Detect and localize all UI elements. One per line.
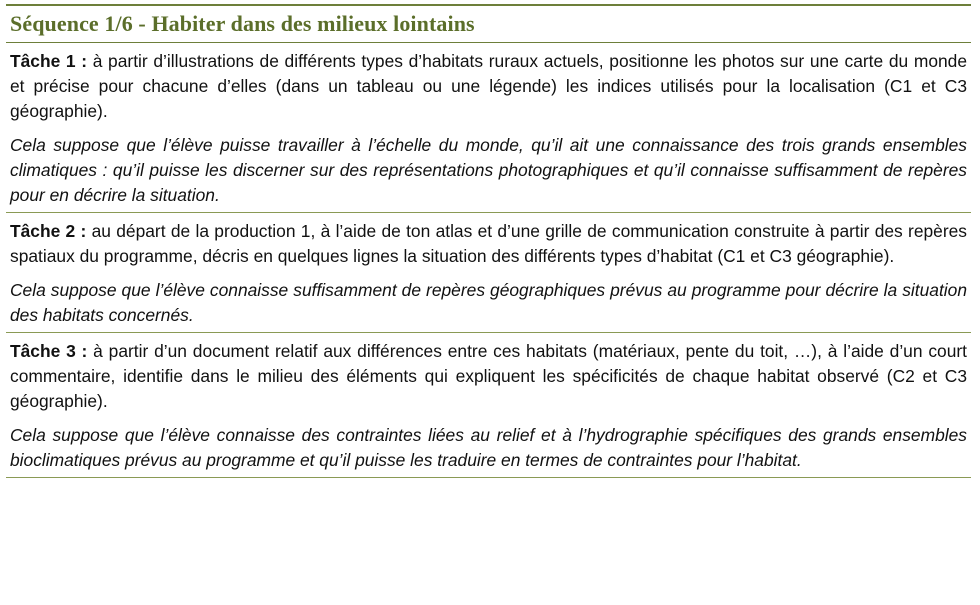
title-bar	[6, 4, 971, 43]
task-label: Tâche 3 :	[10, 341, 88, 361]
page-title: Séquence 1/6 - Habiter dans des milieux lointains	[10, 11, 475, 36]
task-description	[10, 219, 967, 269]
task-note: Cela suppose que l’élève connaisse des contraintes liées au relief et à l’hydrographie spécifiques des grands ensembles bioclimatiques prévus au programme et qu’il puisse les traduire en termes de contraintes pour l’habitat.	[10, 425, 967, 470]
task-text: au départ de la production 1, à l’aide de ton atlas et d’une grille de communication construite à partir des repères spatiaux du programme, décris en quelques lignes la situation des différents types d’habitat (C1 et C3 géographie).	[10, 221, 967, 266]
task-section-1	[6, 43, 971, 213]
task-description	[10, 339, 967, 414]
task-label: Tâche 2 :	[10, 221, 87, 241]
document	[6, 4, 971, 478]
task-note: Cela suppose que l’élève puisse travailler à l’échelle du monde, qu’il ait une connaissance des trois grands ensembles climatiques : qu’il puisse les discerner sur des représentations photographiques et qu’il connaisse suffisamment de repères pour en décrire la situation.	[10, 135, 967, 205]
task-section-2	[6, 213, 971, 333]
task-label: Tâche 1 :	[10, 51, 88, 71]
task-text: à partir d’illustrations de différents types d’habitats ruraux actuels, positionne les photos sur une carte du monde et précise pour chacune d’elles (dans un tableau ou une légende) les indices utilisés pour la localisation (C1 et C3 géographie).	[10, 51, 968, 121]
task-section-3	[6, 333, 971, 478]
task-note: Cela suppose que l’élève connaisse suffisamment de repères géographiques prévus au programme pour décrire la situation des habitats concernés.	[10, 280, 967, 325]
task-text: à partir d’un document relatif aux différences entre ces habitats (matériaux, pente du toit, …), à l’aide d’un court commentaire, identifie dans le milieu des éléments qui expliquent les spécificités de chaque habitat observé (C2 et C3 géographie).	[10, 341, 968, 411]
task-description	[10, 49, 967, 124]
